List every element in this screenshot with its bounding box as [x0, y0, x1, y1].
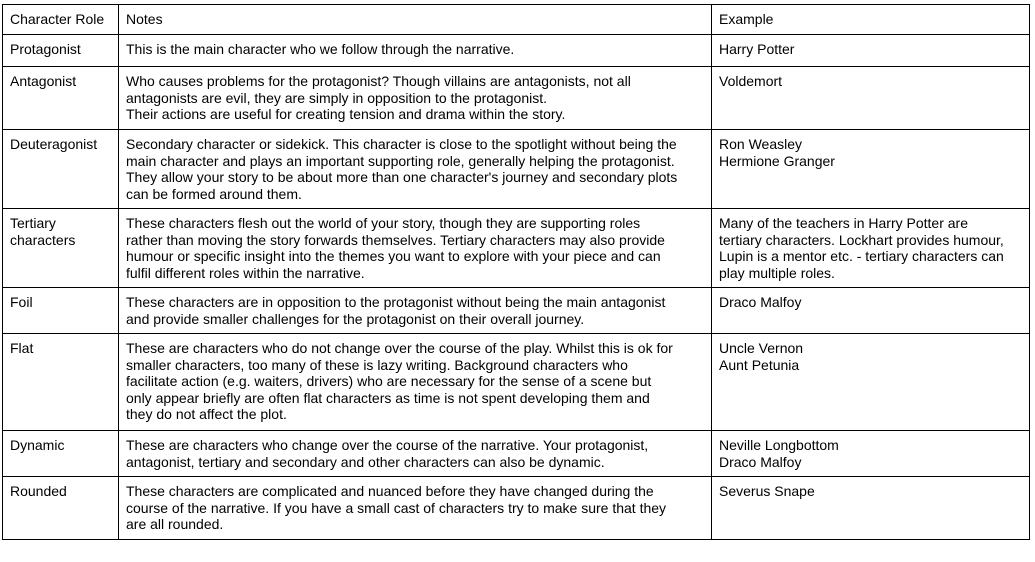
example-cell: [712, 67, 1030, 130]
example-line: Harry Potter: [719, 41, 795, 57]
notes-line: These characters are complicated and nuanced before they have changed during the: [126, 483, 654, 499]
example-line: tertiary characters. Lockhart provides humour,: [719, 231, 1004, 248]
example-line: Hermione Granger: [719, 152, 835, 169]
notes-line: Their actions are useful for creating tension and drama within the story.: [126, 106, 566, 122]
notes-line: and provide smaller challenges for the protagonist on their overall journey.: [126, 310, 585, 327]
role-cell: [3, 288, 119, 334]
notes-line: facilitate action (e.g. waiters, drivers) who are necessary for the sense of a scene but: [126, 373, 652, 389]
notes-cell: [119, 67, 712, 130]
notes-cell: [119, 288, 712, 334]
example-line: Voldemort: [719, 73, 783, 89]
notes-line: Secondary character or sidekick. This character is close to the spotlight without being the: [126, 136, 677, 152]
example-line: Neville Longbottom: [719, 437, 839, 453]
notes-line: humour or specific insight into the themes you want to explore with your piece and can: [126, 248, 661, 264]
table-header-row: [3, 5, 1030, 35]
notes-cell: [119, 334, 712, 431]
example-line: Severus Snape: [719, 483, 815, 499]
notes-line: smaller characters, too many of these is lazy writing. Background characters who: [126, 356, 628, 373]
notes-line: This is the main character who we follow through the narrative.: [126, 41, 515, 57]
table-row: [3, 334, 1030, 431]
notes-line: antagonist, tertiary and secondary and other characters can also be dynamic.: [126, 453, 605, 470]
table-row: [3, 35, 1030, 67]
role-line: Antagonist: [10, 73, 77, 89]
example-line: play multiple roles.: [719, 264, 835, 281]
role-cell: [3, 35, 119, 67]
example-line: Draco Malfoy: [719, 453, 802, 470]
example-line: Draco Malfoy: [719, 294, 802, 310]
role-line: characters: [10, 231, 76, 248]
example-cell: [712, 477, 1030, 540]
notes-cell: [119, 209, 712, 288]
example-line: Lupin is a mentor etc. - tertiary characters can: [719, 248, 1004, 264]
header-example: Example: [712, 5, 1030, 35]
notes-line: antagonists are evil, they are simply in opposition to the protagonist.: [126, 89, 548, 106]
notes-line: can be formed around them.: [126, 185, 302, 202]
table-row: [3, 130, 1030, 209]
table-row: [3, 431, 1030, 477]
notes-line: These are characters who change over the course of the narrative. Your protagonist,: [126, 437, 649, 453]
notes-line: are all rounded.: [126, 516, 224, 532]
example-cell: [712, 130, 1030, 209]
notes-line: main character and plays an important supporting role, generally helping the protagonist.: [126, 152, 675, 169]
example-line: Ron Weasley: [719, 136, 803, 152]
table-row: [3, 288, 1030, 334]
character-roles-table: [2, 4, 1030, 540]
role-line: Rounded: [10, 483, 67, 499]
notes-cell: [119, 35, 712, 67]
example-cell: [712, 209, 1030, 288]
notes-line: These characters are in opposition to the protagonist without being the main antagonist: [126, 294, 666, 310]
example-cell: [712, 431, 1030, 477]
role-cell: [3, 431, 119, 477]
notes-line: These characters flesh out the world of your story, though they are supporting roles: [126, 215, 641, 231]
notes-line: they do not affect the plot.: [126, 406, 287, 422]
notes-line: fulfil different roles within the narrative.: [126, 264, 365, 281]
example-cell: [712, 334, 1030, 431]
notes-line: They allow your story to be about more than one character's journey and secondary plots: [126, 169, 678, 185]
notes-line: course of the narrative. If you have a small cast of characters try to make sure that they: [126, 499, 667, 516]
header-notes: Notes: [119, 5, 712, 35]
role-line: Tertiary: [10, 215, 56, 231]
role-cell: [3, 130, 119, 209]
role-line: Protagonist: [10, 41, 81, 57]
notes-cell: [119, 477, 712, 540]
role-cell: [3, 334, 119, 431]
role-line: Dynamic: [10, 437, 65, 453]
example-line: Aunt Petunia: [719, 356, 800, 373]
example-line: Uncle Vernon: [719, 340, 804, 356]
notes-line: rather than moving the story forwards themselves. Tertiary characters may also provide: [126, 231, 665, 248]
role-line: Deuteragonist: [10, 136, 98, 152]
header-character-role: Character Role: [3, 5, 119, 35]
role-cell: [3, 209, 119, 288]
notes-line: Who causes problems for the protagonist? Though villains are antagonists, not all: [126, 73, 631, 89]
role-cell: [3, 477, 119, 540]
table-row: [3, 67, 1030, 130]
example-line: Many of the teachers in Harry Potter are: [719, 215, 968, 231]
notes-cell: [119, 130, 712, 209]
notes-line: only appear briefly are often flat characters as time is not spent developing them and: [126, 389, 650, 406]
example-cell: [712, 35, 1030, 67]
notes-line: These are characters who do not change over the course of the play. Whilst this is ok for: [126, 340, 673, 356]
role-line: Flat: [10, 340, 34, 356]
role-cell: [3, 67, 119, 130]
example-cell: [712, 288, 1030, 334]
table-row: [3, 209, 1030, 288]
table-row: [3, 477, 1030, 540]
notes-cell: [119, 431, 712, 477]
role-line: Foil: [10, 294, 33, 310]
